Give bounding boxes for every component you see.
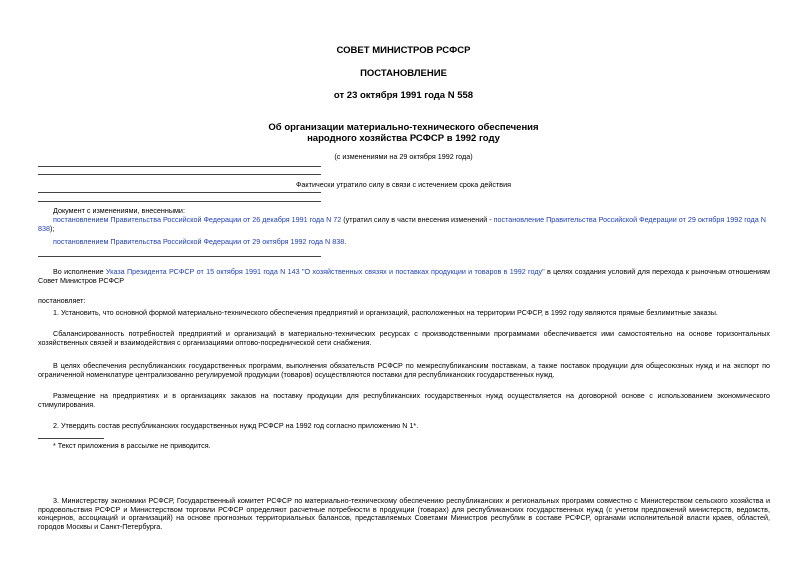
divider bbox=[38, 174, 321, 175]
divider bbox=[38, 166, 321, 167]
paragraph-3: 3. Министерству экономики РСФСР, Государственный комитет РСФСР по материально-техническому обеспечению республиканских и региональных программ совместно с Министерством сельского хозяйства и продовольствия РСФСР и Министерством торговли РСФСР определяют расчетные потребности в продукции (товарах) для республиканских государственных нужд (с учетом предложений министерств, ведомств, концернов, ассоциаций и организаций) на основе прогнозных территориальных балансов, представляемых Советами Министров республик в составе РСФСР, органами исполнительной власти краев, областей, городов Москвы и Санкт-Петербурга. bbox=[38, 496, 770, 531]
footnote: * Текст приложения в рассылке не приводится. bbox=[53, 441, 211, 450]
amend-note: (с изменениями на 29 октября 1992 года) bbox=[334, 152, 473, 161]
paragraph-1-balance: Сбалансированность потребностей предприятий и организаций в материально-технических ресурсах с производственными программами обеспечивается ими самостоятельно на основе горизонтальных хозяйственных связей и взаимодействия с организациями оптово-посреднической сети снабжения. bbox=[38, 329, 770, 347]
title-line-1: Об организации материально-технического обеспечения bbox=[268, 122, 539, 133]
paragraph-2: 2. Утвердить состав республиканских государственных нужд РСФСР на 1992 год согласно приложению N 1*. bbox=[53, 421, 419, 430]
preamble-end: в целях создания условий для перехода к рыночным отношениям Совет Министров РСФСР bbox=[38, 267, 770, 285]
amendment-link[interactable]: постановлением Правительства Российской Федерации от 29 октября 1992 года N 838 bbox=[53, 237, 345, 246]
amendment-link[interactable]: постановлением Правительства Российской Федерации от 26 декабря 1991 года N 72 bbox=[53, 215, 342, 224]
changes-item-1-end: ); bbox=[50, 223, 55, 233]
changes-intro: Документ с изменениями, внесенными: bbox=[53, 206, 185, 215]
decides-label: постановляет: bbox=[38, 296, 86, 305]
footnote-divider bbox=[38, 438, 104, 439]
issuer-heading: СОВЕТ МИНИСТРОВ РСФСР bbox=[336, 45, 471, 56]
decree-link[interactable]: Указа Президента РСФСР от 15 октября 1991 года N 143 "О хозяйственных связях и поставках продукции и товаров в 1992 году" bbox=[105, 267, 545, 276]
date-number-heading: от 23 октября 1991 года N 558 bbox=[333, 90, 474, 101]
changes-item-1-text: (утратил силу в части внесения изменений - bbox=[341, 215, 494, 224]
status-note: Фактически утратило силу в связи с истечением срока действия bbox=[295, 180, 512, 189]
paragraph-1-orders: Размещение на предприятиях и в организациях заказов на поставку продукции для республиканских государственных нужд осуществляется на договорной основе с использованием экономического стимулирования. bbox=[38, 391, 770, 409]
divider bbox=[38, 192, 321, 193]
amendment-link[interactable]: постановление Правительства Российской Федерации от 29 октября 1992 года N 838 bbox=[38, 215, 766, 233]
title-line-2: народного хозяйства РСФСР в 1992 году bbox=[307, 133, 500, 144]
divider bbox=[38, 201, 321, 202]
preamble bbox=[38, 268, 770, 285]
preamble-start: Во исполнение bbox=[53, 267, 106, 276]
paragraph-1: 1. Установить, что основной формой материально-технического обеспечения предприятий и организаций, расположенных на территории РСФСР, в 1992 году являются прямые безлимитные заказы. bbox=[53, 308, 718, 317]
divider bbox=[38, 256, 321, 257]
changes-item-1 bbox=[38, 216, 770, 233]
doc-type-heading: ПОСТАНОВЛЕНИЕ bbox=[360, 68, 447, 79]
paragraph-1-programs: В целях обеспечения республиканских государственных программ, выполнения обязательств РСФСР по межреспубликанским поставкам, а также поставок продукции для общесоюзных нужд и на экспорт по ограниченной номенклатуре централизованно регулируемой продукции (товаров) осуществляются поставки для республиканских государственных нужд. bbox=[38, 361, 770, 379]
changes-item-2-end: . bbox=[344, 237, 347, 246]
changes-item-2 bbox=[53, 238, 770, 247]
